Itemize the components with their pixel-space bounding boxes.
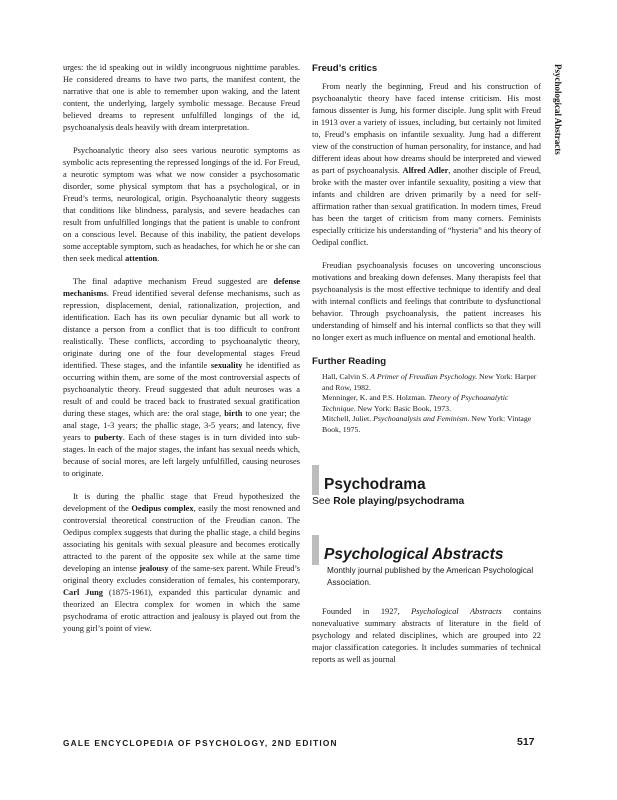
paragraph-critics: From nearly the beginning, Freud and his construction of psychoanalytic theory have faced intense criticism. His most famous dissenter is Jung, his former disciple. Jung split with Freud in 1913 over a variety of issues, including, but certainly not limited to, Freud’s emphasis on infantile sexuality. Jung had a different view of the construction of human personality, for instance, and had different ideas about how dreams should be interpreted and viewed as part of psychoanalysis. Alfred Adler, another disciple of Freud, broke with the master over infantile sexuality, positing a view that infants and children are driven primarily by a need for self-affirmation rather than sexual gratification. In modern times, Freud has been the target of criticism from many corners. Feminists especially criticize his understanding of “hysteria” and his theory of Oedipal conflict. xyxy=(312,82,541,247)
see-also: See Role playing/psychodrama xyxy=(312,496,465,507)
critics-heading: Freud’s critics xyxy=(312,63,378,74)
running-header-text: Psychological Abstracts xyxy=(553,64,563,155)
entry-psychodrama xyxy=(312,465,541,495)
term-puberty[interactable]: puberty xyxy=(94,433,123,442)
right-column xyxy=(312,62,541,666)
paragraph-freudian-psychoanalysis: Freudian psychoanalysis focuses on uncovering unconscious motivations and breaking down defenses. Many therapists feel that psychoanalysis is the most effective technique to identify and deal with internal conflicts and feelings that contribute to dysfunctional behavior. Through psychoanalysis, the patient increases his understanding of himself and his internal conflicts so that they will no longer exert as much influence on mental and emotional health. xyxy=(312,261,541,342)
term-carl-jung[interactable]: Carl Jung xyxy=(63,588,103,597)
reference-item: Hall, Calvin S. A Primer of Freudian Psychology. New York: Harper and Row, 1982. xyxy=(322,372,537,392)
term-alfred-adler[interactable]: Alfred Adler xyxy=(402,166,449,175)
see-also-link[interactable]: Role playing/psychodrama xyxy=(333,496,465,507)
paragraph-dreams: urges: the id speaking out in wildly incongruous nighttime parables. He considered dreams to have two parts, the manifest content, the narrative that one is able to remember upon waking, and the latent content, the underlying, largely symbolic message. Because Freud believed dreams to represent unfulfilled longings of the id, psychoanalysis deals heavily with dream interpretation. xyxy=(63,63,300,132)
paragraph-neurotic-symptoms: Psychoanalytic theory also sees various neurotic symptoms as symbolic acts representing the repressed longings of the id. For Freud, a neurotic symptom was what we now consider a psychosomatic disorder, some physical symptom that has a psychological, or in Freud’s terms, neurological, origin. Psychoanalytic theory suggests that conditions like blindness, paralysis, and severe headaches can result from unfulfilled longings that the patient is unable to confront on a conscious level. Because of this inability, the patient develops some acceptable symptom, such as headaches, for which he or she can then seek medical attention. xyxy=(63,146,300,263)
entry-marker-bar xyxy=(312,535,319,565)
term-sexuality[interactable]: sexuality xyxy=(210,361,243,370)
left-column xyxy=(63,62,300,635)
term-defense-mechanisms[interactable]: defense mechanisms xyxy=(63,277,300,298)
entry-description: Monthly journal published by the American Psychological Association. xyxy=(327,566,534,587)
further-reading-heading: Further Reading xyxy=(312,356,387,367)
entry-psychological-abstracts xyxy=(312,535,541,565)
entry-marker-bar xyxy=(312,465,319,495)
entry-title-psychodrama: Psychodrama xyxy=(324,476,426,493)
paragraph-defense-mechanisms: The final adaptive mechanism Freud suggested are defense mechanisms. Freud identified several defense mechanisms, such as repression, displacement, denial, rationalization, projection, and identification. Each has its own peculiar dynamic but all work to distance a person from a conflict that is too difficult to confront realistically. These conflicts, according to psychoanalytic theory, originate during one of the four developmental stages Freud identified. These stages, and the infantile sexuality he identified as occurring within them, are some of the most controversial aspects of psychoanalytic theory. Freud suggested that adult neuroses was a result of and could be traced back to frustrated sexual gratification during these stages, which are: the oral stage, birth to one year; the anal stage, 1-3 years; the phallic stage, 3-5 years; and latency, five years to puberty. Each of these stages is in turn divided into sub-stages. In each of the major stages, the infant has sexual needs which, because of social mores, are left largely unfulfilled, causing neuroses to originate. xyxy=(63,277,300,478)
paragraph-abstracts: Founded in 1927, Psychological Abstracts contains nonevaluative summary abstracts of literature in the field of psychology and related disciplines, which are grouped into 22 major classification categories. It includes summaries of technical reports as well as journal xyxy=(312,607,541,664)
term-attention[interactable]: attention xyxy=(125,254,158,263)
reference-item: Menninger, K. and P.S. Holzman. Theory of Psychoanalytic Technique. New York: Basic Book, 1973. xyxy=(322,393,509,413)
footer-title: GALE ENCYCLOPEDIA OF PSYCHOLOGY, 2ND EDITION xyxy=(63,738,338,748)
running-header xyxy=(552,64,564,174)
term-oedipus-complex[interactable]: Oedipus complex xyxy=(131,504,194,513)
reference-list xyxy=(312,372,541,435)
term-jealousy[interactable]: jealousy xyxy=(139,564,169,573)
reference-item: Mitchell, Juliet. Psychoanalysis and Feminism. New York: Vintage Book, 1975. xyxy=(322,414,532,434)
term-birth[interactable]: birth xyxy=(224,409,243,418)
page-number: 517 xyxy=(517,736,535,748)
entry-title-psychological-abstracts: Psychological Abstracts xyxy=(324,546,504,563)
paragraph-oedipus: It is during the phallic stage that Freud hypothesized the development of the Oedipus complex, easily the most renowned and controversial theoretical construction of the Freudian canon. The Oedipus complex suggests that during the phallic stage, a child begins associating his genitals with sexual pleasure and becomes erotically attracted to the parent of the opposite sex while at the same time developing an intense jealousy of the same-sex parent. While Freud’s original theory excludes consideration of females, his contemporary, Carl Jung (1875-1961), expanded this particular dynamic and theorized an Electra complex for women in which the same psychodrama of erotic attraction and jealousy is played out from the young girl’s point of view. xyxy=(63,492,301,633)
